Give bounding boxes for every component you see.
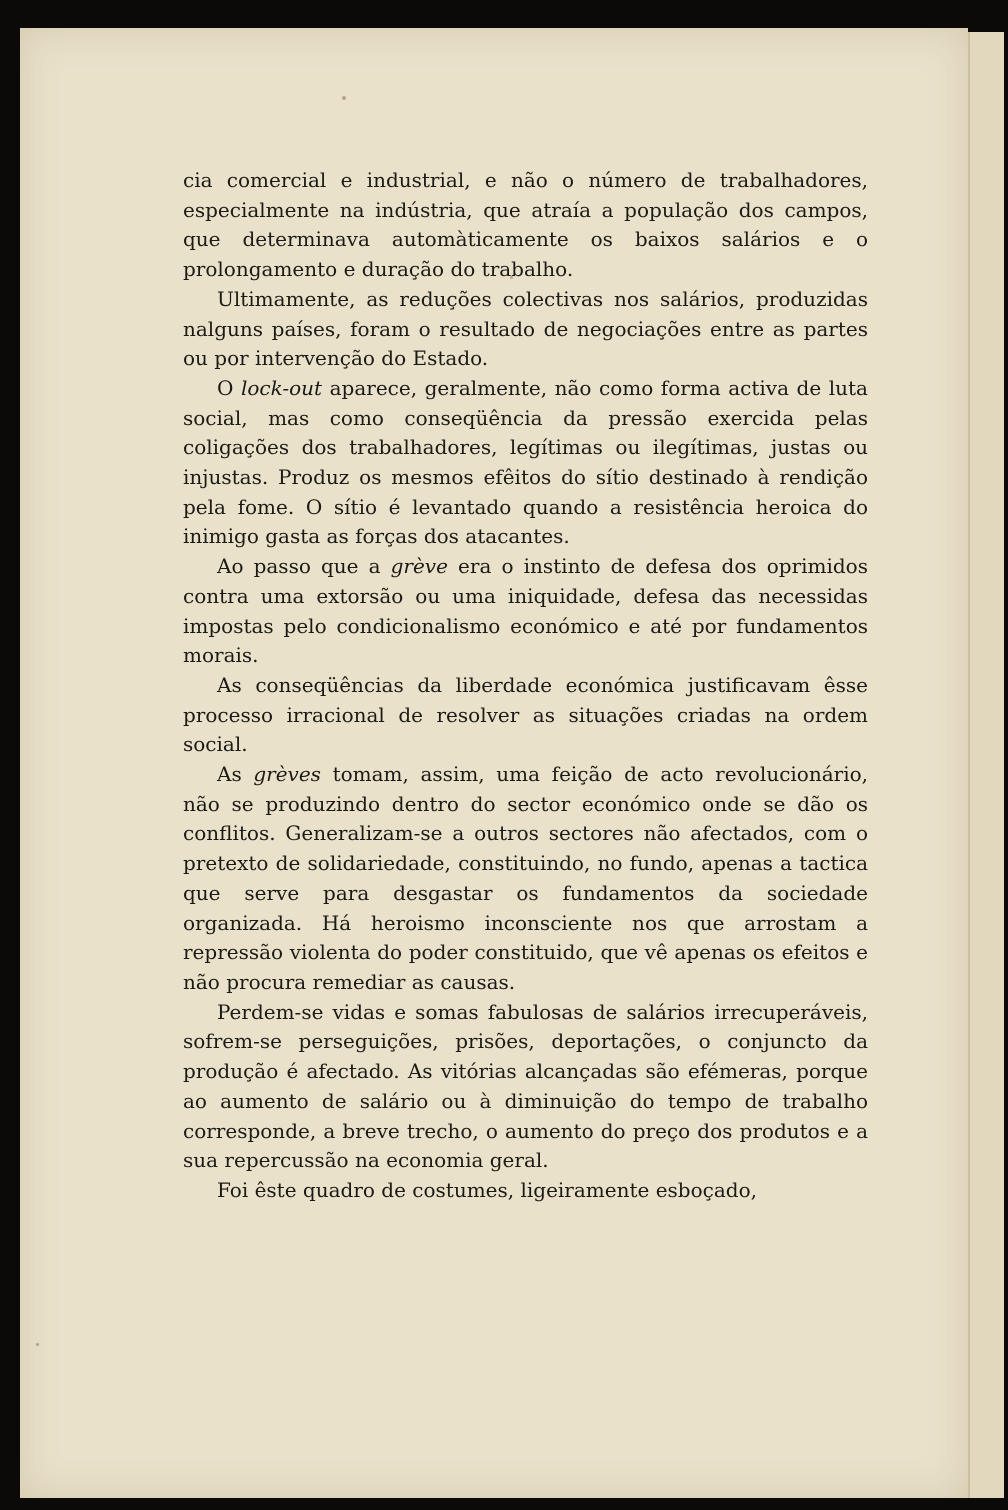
paragraph-3 — [183, 374, 868, 552]
text-run: O — [217, 375, 241, 400]
paragraph-8 — [183, 1176, 868, 1206]
paragraph-1 — [183, 166, 868, 285]
text-run: Perdem-se vidas e somas fabulosas de salários irrecuperáveis, sofrem-se perseguições, prisões, deportações, o conjuncto da produção é afectado. As vitórias alcançadas são efémeras, porque ao aumento de salário ou à diminuição do tempo de trabalho corresponde, a breve trecho, o aumento do preço dos produtos e a sua repercussão na economia geral. — [183, 999, 868, 1173]
paragraph-7 — [183, 998, 868, 1176]
text-run: Ultimamente, as reduções colectivas nos salários, produzidas nalguns países, foram o resultado de negociações entre as partes ou por intervenção do Estado. — [183, 286, 868, 371]
text-run: tomam, assim, uma feição de acto revolucionário, não se produzindo dentro do sector económico onde se dão os conflitos. Generalizam-se a outros sectores não afectados, com o pretexto de solidariedade, constituindo, no fundo, apenas a tactica que serve para desgastar os fundamentos da sociedade organizada. Há heroismo inconsciente nos que arrostam a repressão violenta do poder constituido, que vê apenas os efeitos e não procura remediar as causas. — [183, 762, 868, 994]
text-run: cia comercial e industrial, e não o número de trabalhadores, especialmente na indústria, que atraía a população dos campos, que determinava automàticamente os baixos salários e o prolongamento e duração do trabalho. — [183, 168, 868, 282]
text-run: As conseqüências da liberdade económica justificavam êsse processo irracional de resolver as situações criadas na ordem social. — [183, 672, 868, 757]
italic-term-greve: grève — [390, 554, 448, 579]
italic-term-greves: grèves — [253, 762, 321, 787]
text-run: As — [217, 762, 254, 787]
paragraph-2 — [183, 285, 868, 374]
next-page-edge — [968, 32, 1004, 1498]
paragraph-4 — [183, 552, 868, 671]
text-run: aparece, geralmente, não como forma activa de luta social, mas como conseqüência da pressão exercida pelas coligações dos trabalhadores, legítimas ou ilegítimas, justas ou injustas. Produz os mesmos efêitos do sítio destinado à rendição pela fome. O sítio é levantado quando a resistência heroica do inimigo gasta as forças dos atacantes. — [183, 375, 868, 549]
paper-speck — [342, 96, 346, 100]
text-run: Foi êste quadro de costumes, ligeiramente esboçado, — [217, 1177, 757, 1202]
paragraph-5 — [183, 671, 868, 760]
paper-speck — [36, 1343, 39, 1346]
text-run: Ao passo que a — [217, 554, 391, 579]
text-run: era o instinto de defesa dos oprimidos contra uma extorsão ou uma iniquidade, defesa das necessidas impostas pelo condicionalismo económico e até por fundamentos morais. — [183, 554, 868, 668]
paragraph-6 — [183, 760, 868, 998]
italic-term-lock-out: lock-out — [240, 375, 323, 400]
body-text — [183, 166, 868, 1206]
